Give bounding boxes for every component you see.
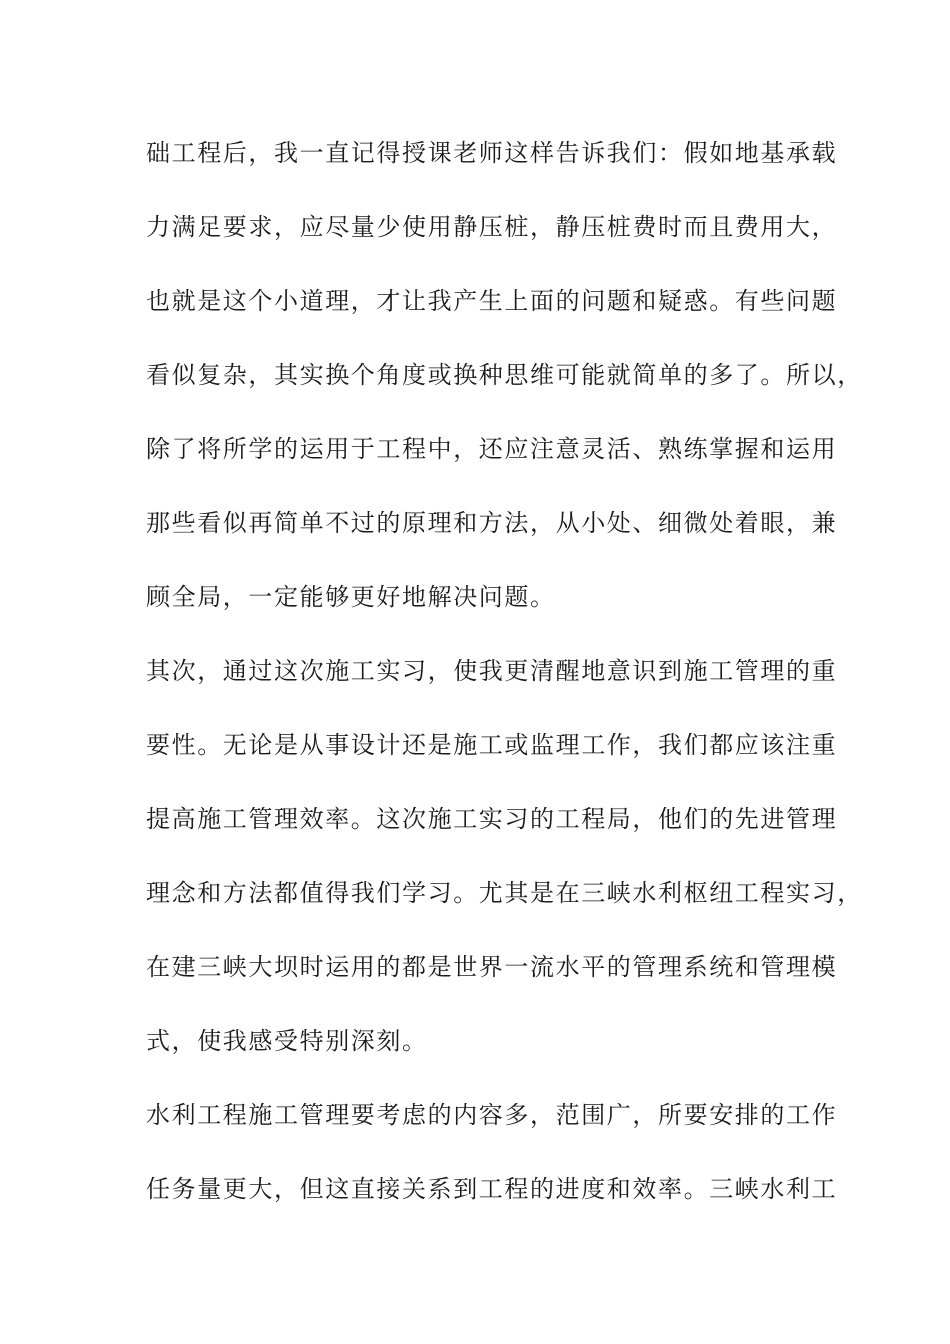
text-line: 力满足要求，应尽量少使用静压桩，静压桩费时而且费用大，: [146, 213, 838, 241]
text-line: 顾全局，一定能够更好地解决问题。: [146, 583, 556, 611]
text-line: 提高施工管理效率。这次施工实习的工程局，他们的先进管理: [146, 805, 838, 833]
document-body: [146, 128, 863, 1238]
text-line: 水利工程施工管理要考虑的内容多，范围广，所要安排的工作: [146, 1101, 838, 1129]
text-line: 理念和方法都值得我们学习。尤其是在三峡水利枢纽工程实习，: [146, 879, 863, 907]
text-line: 那些看似再简单不过的原理和方法，从小处、细微处着眼，兼: [146, 509, 838, 537]
text-line: 础工程后，我一直记得授课老师这样告诉我们：假如地基承载: [146, 139, 838, 167]
text-line: 要性。无论是从事设计还是施工或监理工作，我们都应该注重: [146, 731, 838, 759]
text-line: 任务量更大，但这直接关系到工程的进度和效率。三峡水利工: [146, 1175, 838, 1203]
text-line: 在建三峡大坝时运用的都是世界一流水平的管理系统和管理模: [146, 953, 838, 981]
text-line: 式，使我感受特别深刻。: [146, 1027, 428, 1055]
text-line: 其次，通过这次施工实习，使我更清醒地意识到施工管理的重: [146, 657, 838, 685]
text-line: 除了将所学的运用于工程中，还应注意灵活、熟练掌握和运用: [146, 435, 838, 463]
text-line: 也就是这个小道理，才让我产生上面的问题和疑惑。有些问题: [146, 287, 838, 315]
text-line: 看似复杂，其实换个角度或换种思维可能就简单的多了。所以，: [146, 361, 863, 389]
